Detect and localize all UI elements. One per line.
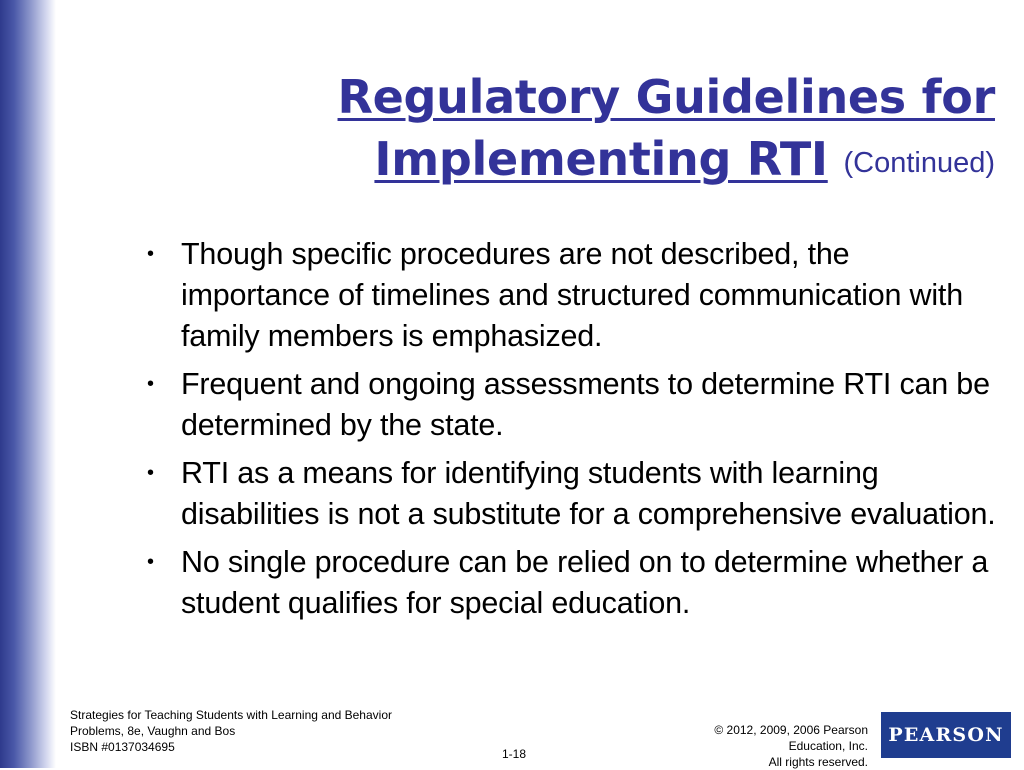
logo-text: PEARSON: [888, 724, 1004, 746]
bullet-item: [143, 234, 1003, 357]
bullet-dot-icon: •: [147, 462, 154, 484]
copyright-notice: [714, 722, 868, 770]
citation-line-2: Problems, 8e, Vaughn and Bos: [70, 724, 236, 738]
page-number: 1-18: [501, 747, 527, 761]
bullet-dot-icon: •: [147, 551, 154, 573]
bullet-item: [143, 364, 1003, 446]
book-citation: [70, 707, 490, 755]
copyright-line-2: Education, Inc.: [788, 739, 868, 753]
bullet-text: Frequent and ongoing assessments to determine RTI can be determined by the state.: [181, 367, 990, 442]
bullet-item: [143, 542, 1003, 624]
bullet-item: [143, 453, 1003, 535]
title-line-2: Implementing RTI: [374, 132, 828, 186]
pearson-logo: [881, 712, 1011, 758]
slide-title: [140, 66, 995, 194]
bullet-text: RTI as a means for identifying students with learning disabilities is not a substitute for a comprehensive evaluation.: [181, 456, 996, 531]
bullet-text: No single procedure can be relied on to determine whether a student qualifies for special education.: [181, 545, 989, 620]
side-gradient-bar: [0, 0, 56, 768]
copyright-line-3: All rights reserved.: [768, 755, 868, 769]
bullet-dot-icon: •: [147, 243, 154, 265]
citation-line-3: ISBN #0137034695: [70, 740, 175, 754]
title-line-1: Regulatory Guidelines for: [337, 70, 995, 124]
bullet-dot-icon: •: [147, 373, 154, 395]
citation-line-1: Strategies for Teaching Students with Learning and Behavior: [70, 708, 392, 722]
copyright-line-1: © 2012, 2009, 2006 Pearson: [714, 723, 868, 737]
title-continued: (Continued): [843, 147, 995, 179]
bullet-list: [143, 234, 1003, 631]
bullet-text: Though specific procedures are not described, the importance of timelines and structured communication with family members is emphasized.: [181, 237, 963, 353]
